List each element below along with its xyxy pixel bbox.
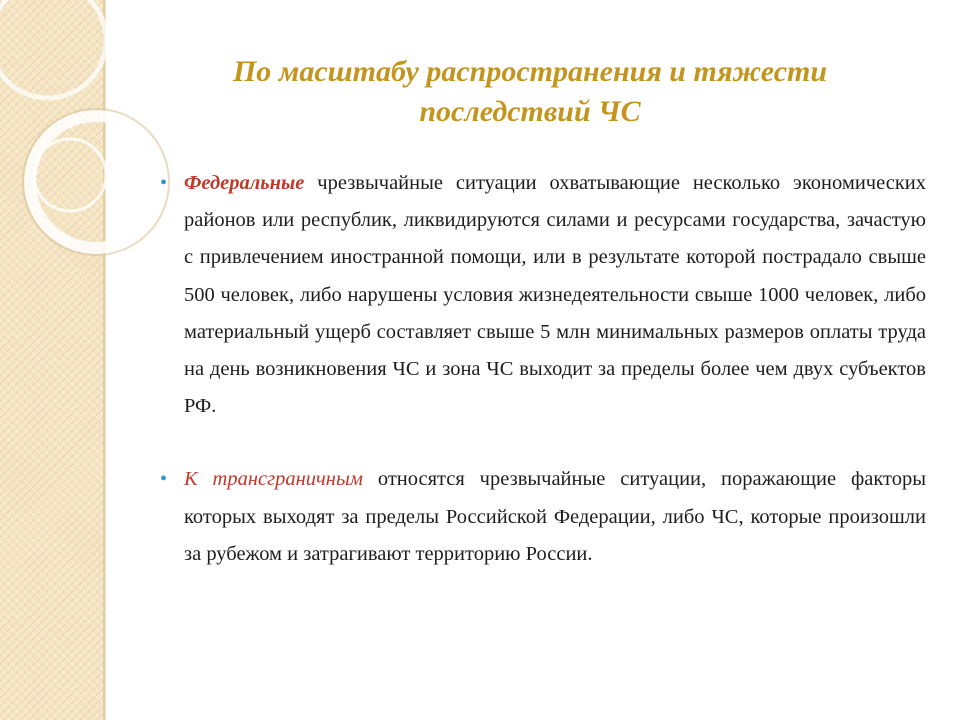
bullet-list xyxy=(160,165,926,573)
term-transboundary: К трансграничным xyxy=(184,468,363,491)
bullet-text xyxy=(184,461,926,573)
bullet-dot-icon: • xyxy=(160,468,168,491)
ring-inner xyxy=(34,139,106,211)
federal-description: чрезвычайные ситуации охватывающие несколько экономических районов или республик, ликвидируются силами и ресурсами государства, зачастую с привлечением иностранной помощи, или в результате которой пострадало свыше 500 человек, либо нарушены условия жизнедеятельности свыше 1000 человек, либо материальный ущерб составляет свыше 5 млн минимальных размеров оплаты труда на день возникновения ЧС и зона ЧС выходит за пределы более чем двух субъектов РФ. xyxy=(184,172,926,418)
bullet-text xyxy=(184,165,926,425)
slide-title-line-2: последствий ЧС xyxy=(419,95,641,128)
ring-middle xyxy=(30,116,162,248)
bullet-dot-icon: • xyxy=(160,172,168,194)
ring-outer-top xyxy=(0,0,106,98)
slide-title xyxy=(140,52,920,132)
bullet-item-transboundary xyxy=(160,461,926,573)
bullet-item-federal xyxy=(160,165,926,425)
term-federal: Федеральные xyxy=(184,172,305,194)
slide-title-line-1: По масштабу распространения и тяжести xyxy=(232,55,828,88)
transboundary-description: относятся чрезвычайные ситуации, поражающие факторы которых выходят за пределы Российской Федерации, либо ЧС, которые произошли за рубежом и затрагивают территорию России. xyxy=(184,468,926,565)
